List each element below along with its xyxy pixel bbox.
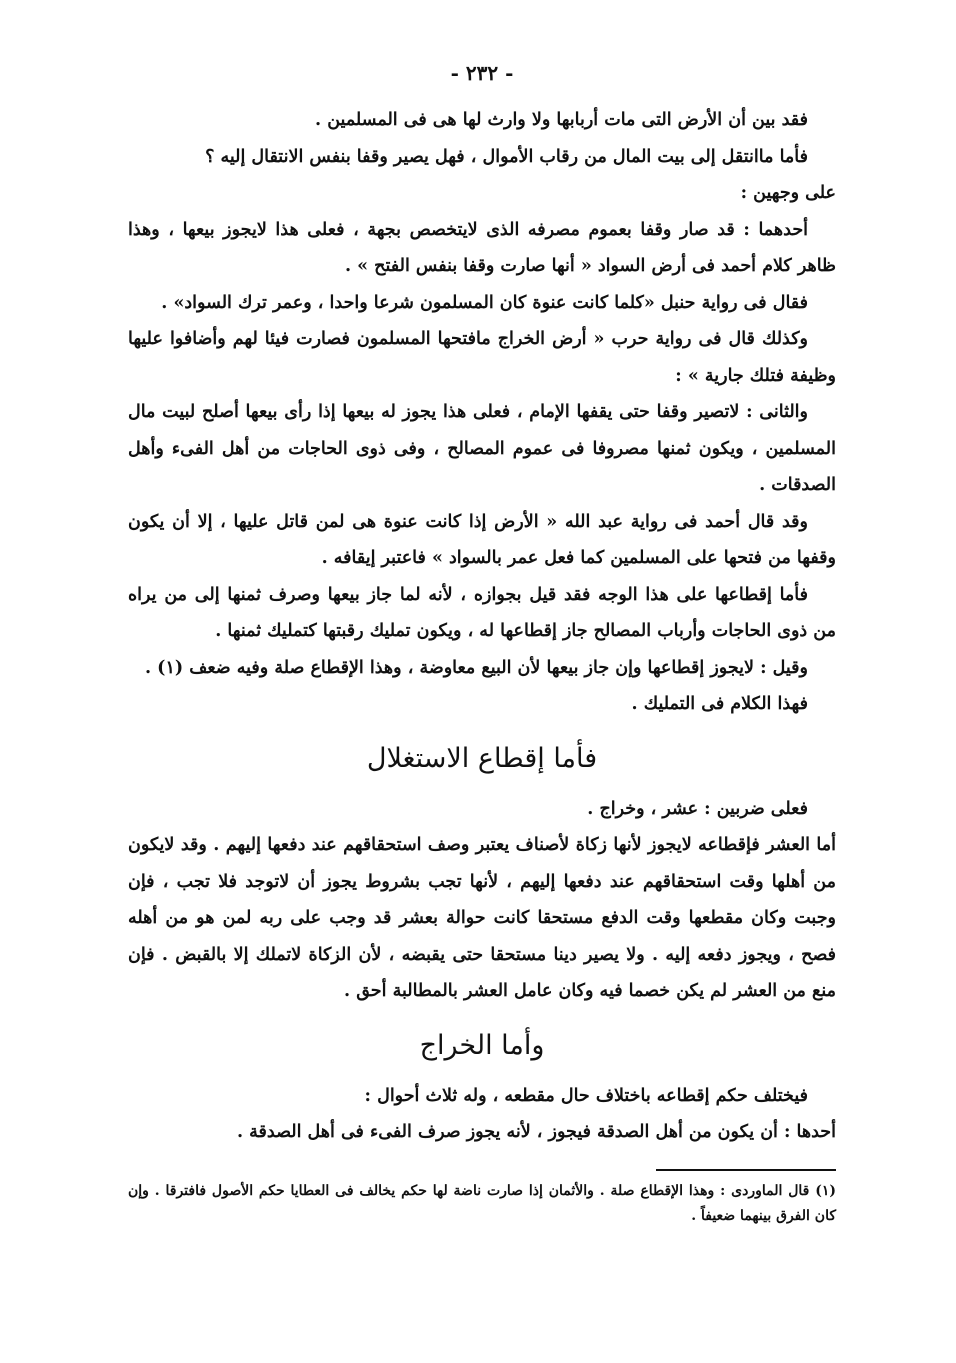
main-text [128,102,836,1229]
footnote-divider [656,1169,836,1171]
paragraph: أما العشر فإقطاعه لايجوز لأنها زكاة لأصناف يعتبر وصف استحقاقهم عند دفعها إليهم . وقد لايكون من أهلها وقت استحقاقهم عند دفعها إليهم ، لأنها تجب بشروط يجوز أن لاتوجد فلا تجب ، فإن وجبت وكان مقطعها وقت الدفع مستحقا كانت حوالة بعشر قد وجب على ربه لمن هو من أهله فصح ، ويجوز دفعه إليه . ولا يصير دينا مستحقا حتى يقبضه ، لأن الزكاة لاتملك إلا بالقبض . فإن منع من العشر لم يكن خصما فيه وكان عامل العشر بالمطالبة أحق . [128,835,836,1001]
footnote: (١) قال الماوردى : وهذا الإقطاع صلة . والأثمان إذا صارت ناضة لها حكم يخالف فى العطايا حكم الأصول فافترقا . وإن كان الفرق بينهما ضعيفاً . [128,1182,836,1224]
page-number: - ٢٣٢ - [450,61,514,85]
paragraph: أحدهما : قد صار وقفا بعموم مصرفه الذى لايتخصص بجهة ، فعلى هذا لايجوز بيعها ، وهذا ظاهر كلام أحمد فى أرض السواد « أنها صارت وقفا بنفس الفتح » . [128,219,836,276]
paragraph: على وجهين : [740,183,836,203]
paragraph: وقد قال أحمد فى رواية عبد الله « الأرض إذا كانت عنوة هى لمن قاتل عليها ، إلا أن يكون وقفها من فتحها على المسلمين كما فعل عمر بالسواد » فاعتبر إيقافه . [128,511,836,568]
paragraph: أحدها : أن يكون من أهل الصدقة فيجوز ، لأنه يجوز صرف الفىء فى أهل الصدقة . [236,1122,836,1142]
paragraph: فقال فى رواية حنبل «كلما كانت عنوة كان المسلمون شرعا واحدا ، وعمر ترك السواد» . [161,292,808,313]
paragraph: فعلى ضربين : عشر ، وخراج . [587,798,808,819]
section-heading: فأما إقطاع الاستغلال [366,742,598,774]
section-heading: وأما الخراج [419,1029,545,1061]
paragraph: فأما ماانتقل إلى بيت المال من رقاب الأموال ، فهل يصير وقفا بنفس الانتقال إليه ؟ [205,146,808,167]
paragraph: فقد بين أن الأرض التى مات أربابها ولا وارث لها هى فى المسلمين . [315,110,808,130]
paragraph: فهذا الكلام فى التمليك . [631,694,808,714]
paragraph: وكذلك قال فى رواية حرب « أرض الخراج مافتحها المسلمون فصارت فيئا لهم وأضافوا عليها وظيفة فتلك جارية » : [128,329,836,386]
paragraph: وقيل : لايجوز إقطاعها وإن جاز بيعها لأن البيع معاوضة ، وهذا الإقطاع صلة وفيه ضعف (١) . [145,657,808,678]
paragraph: والثانى : لاتصير وقفا حتى يقفها الإمام ، فعلى هذا يجوز له بيعها إذا رأى بيعها أصلح لبيت مال المسلمين ، ويكون ثمنها مصروفا فى عموم المصالح ، وفى ذوى الحاجات من أهل الفىء وأهل الصدقات . [128,402,836,495]
paragraph: فيختلف حكم إقطاعه باختلاف حال مقطعه ، وله ثلاث أحوال : [364,1085,808,1106]
paragraph: فأما إقطاعها على هذا الوجه فقد قيل بجوازه ، لأنه لما جاز بيعها وصرف ثمنها إلى من يراه من ذوى الحاجات وأرباب المصالح جاز إقطاعها له ، ويكون تمليك رقبتها كتمليك ثمنها . [128,584,836,641]
